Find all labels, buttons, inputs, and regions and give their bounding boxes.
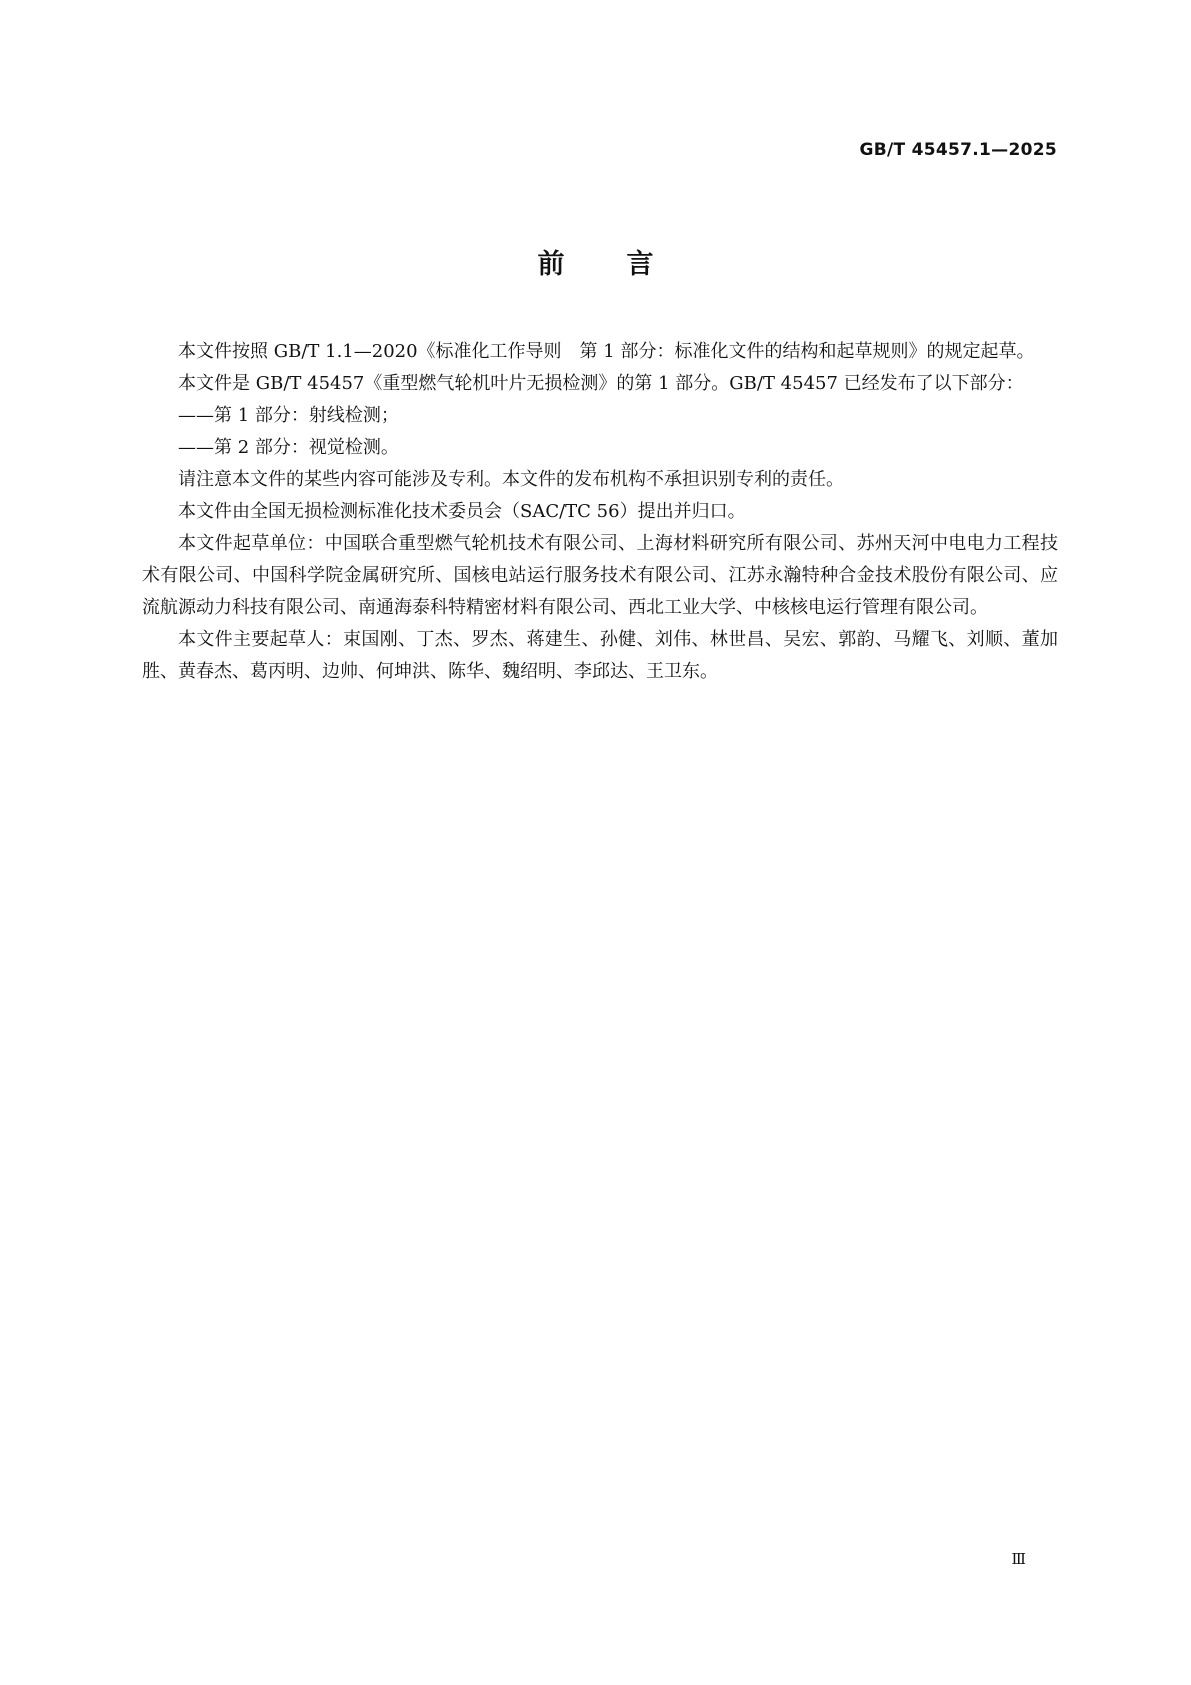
paragraph-committee: 本文件由全国无损检测标准化技术委员会（SAC/TC 56）提出并归口。 [178,501,746,522]
list-item-part-1: ——第 1 部分：射线检测； [178,405,399,426]
foreword-body [142,336,1058,688]
page-number: Ⅲ [1011,1550,1026,1568]
paragraph-drafters: 本文件主要起草人：束国刚、丁杰、罗杰、蒋建生、孙健、刘伟、林世昌、吴宏、郭韵、马耀飞、刘顺、董加胜、黄春杰、葛丙明、边帅、何坤洪、陈华、魏绍明、李邱达、王卫东。 [142,629,1058,682]
paragraph-drafting-units: 本文件起草单位：中国联合重型燃气轮机技术有限公司、上海材料研究所有限公司、苏州天河中电电力工程技术有限公司、中国科学院金属研究所、国核电站运行服务技术有限公司、江苏永瀚特种合金技术股份有限公司、应流航源动力科技有限公司、南通海泰科特精密材料有限公司、西北工业大学、中核核电运行管理有限公司。 [142,533,1058,618]
paragraph-patent-notice: 请注意本文件的某些内容可能涉及专利。本文件的发布机构不承担识别专利的责任。 [178,469,844,490]
page-title: 前言 [537,249,716,280]
paragraph-series-parts: 本文件是 GB/T 45457《重型燃气轮机叶片无损检测》的第 1 部分。GB/T 45457 已经发布了以下部分： [178,373,1024,394]
standard-number: GB/T 45457.1—2025 [859,140,1057,160]
paragraph-drafting-rules: 本文件按照 GB/T 1.1—2020《标准化工作导则 第 1 部分：标准化文件的结构和起草规则》的规定起草。 [178,341,1035,362]
list-item-part-2: ——第 2 部分：视觉检测。 [178,437,399,458]
